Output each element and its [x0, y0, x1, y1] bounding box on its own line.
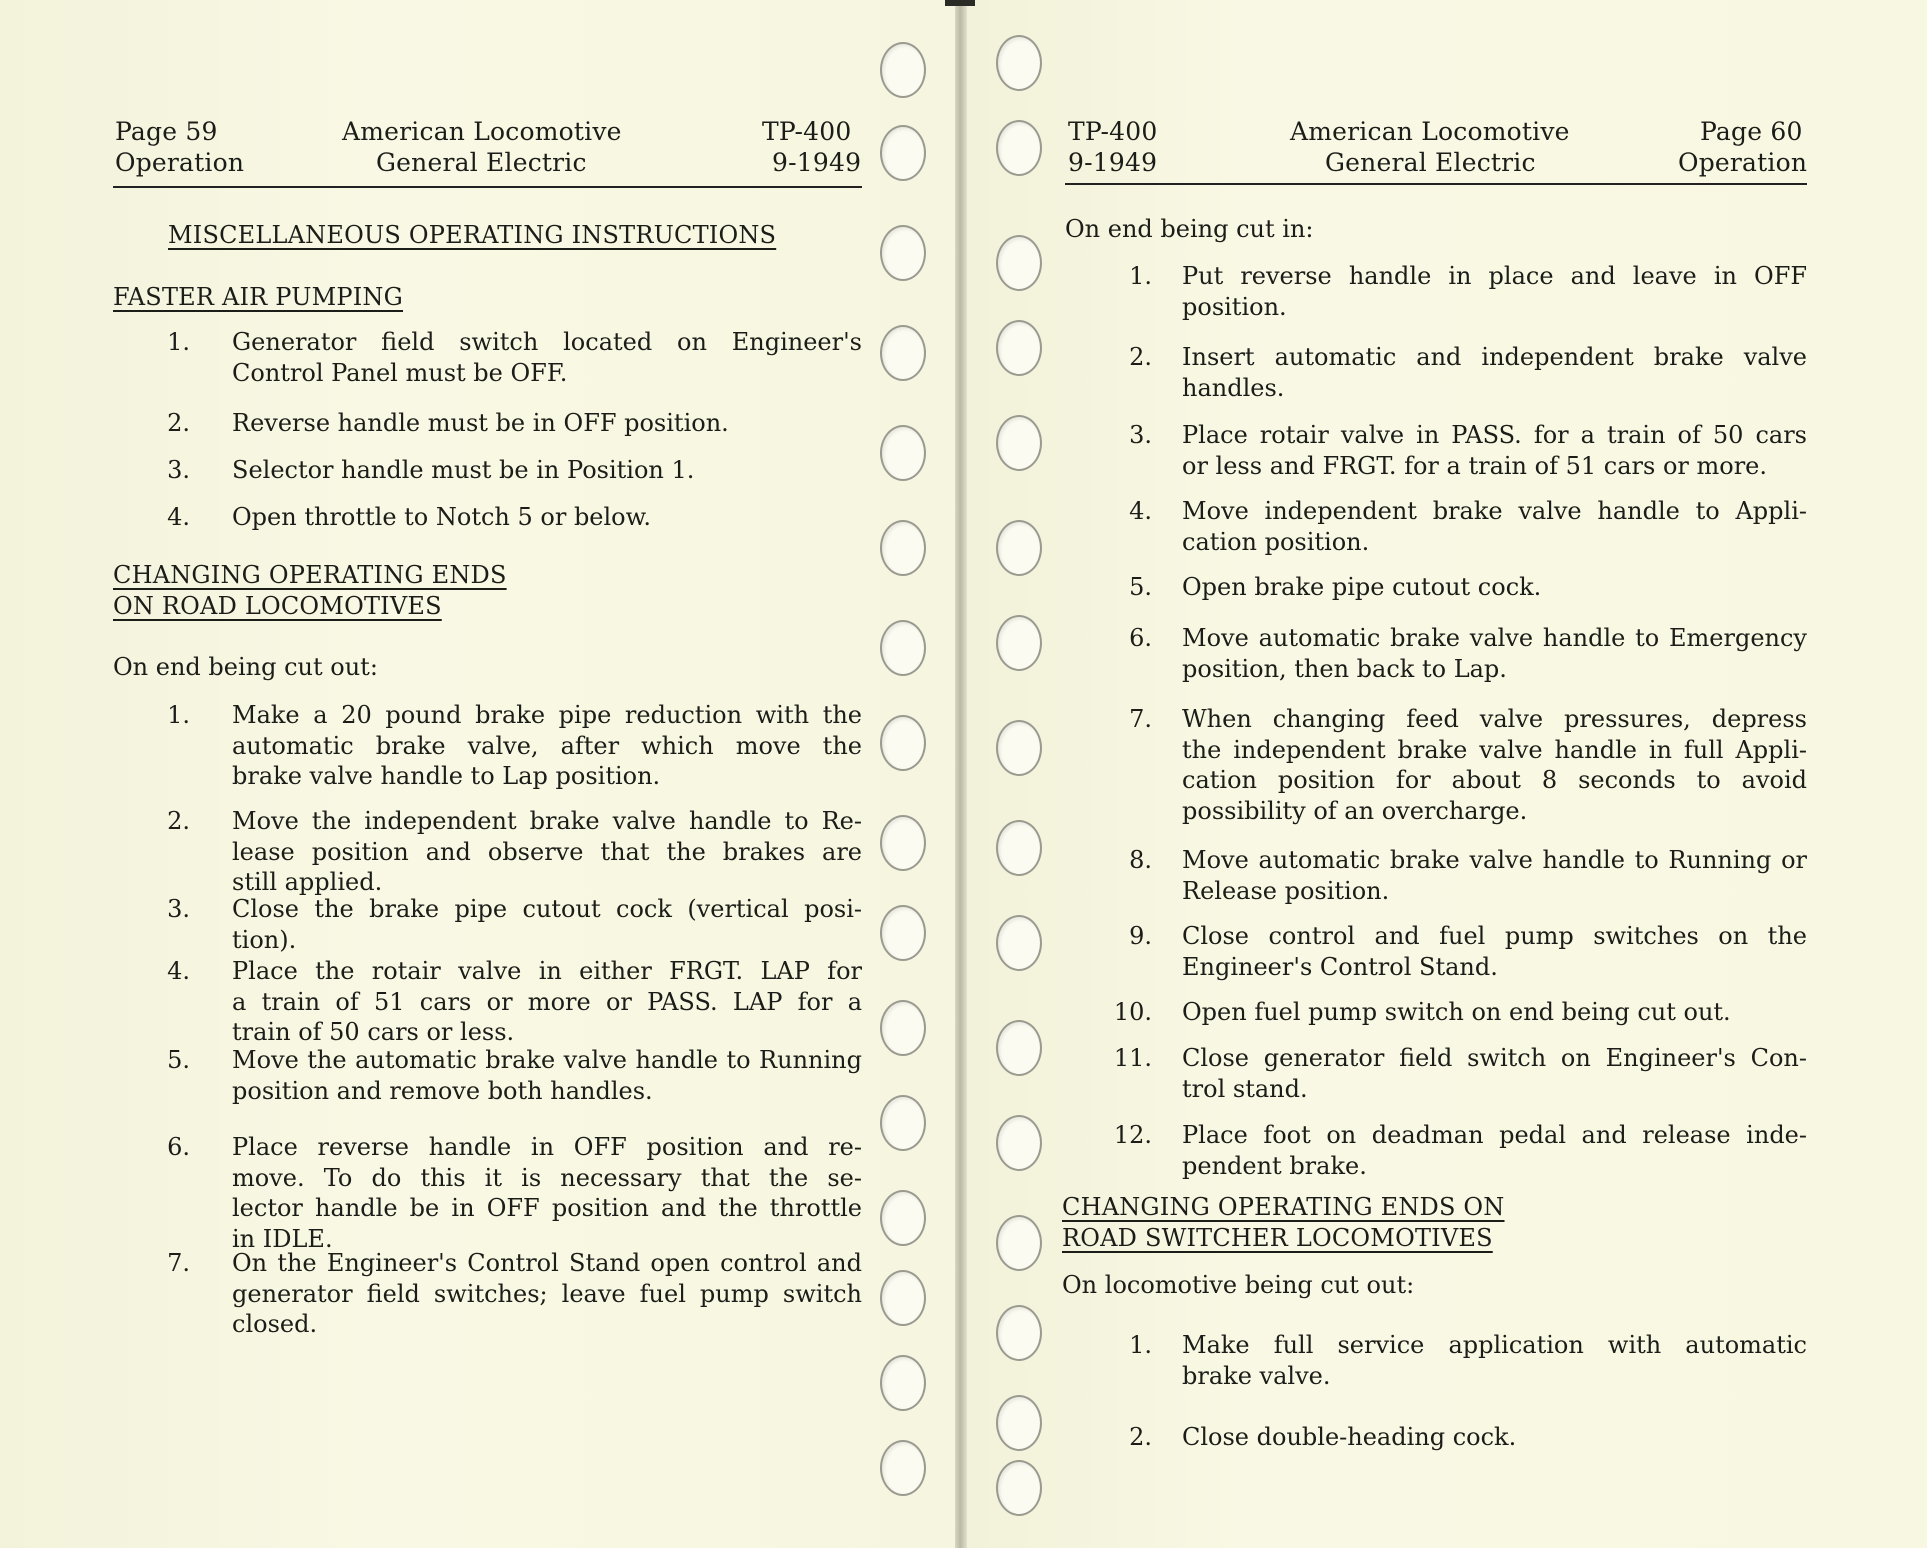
list-item-number: 9. — [1129, 922, 1152, 950]
list-item-text: handles. — [1182, 373, 1285, 402]
list-item-number: 2. — [167, 807, 190, 835]
list-item-text: Move automatic brake valve handle to Emergency — [1182, 624, 1807, 652]
list-item-text: Open brake pipe cutout cock. — [1182, 573, 1542, 601]
binder-hole — [996, 720, 1042, 776]
list-item-text: a train of 51 cars or more or PASS. LAP for a — [232, 987, 862, 1016]
binder-hole — [996, 1020, 1042, 1076]
cut-out-label: On end being cut out: — [113, 653, 378, 681]
binder-hole — [996, 820, 1042, 876]
binder-hole — [996, 35, 1042, 91]
binder-hole — [996, 1395, 1042, 1451]
binder-hole — [996, 235, 1042, 291]
binder-hole — [880, 815, 926, 871]
list-item-number: 4. — [167, 503, 190, 531]
list-item-number: 4. — [167, 957, 190, 985]
list-item-number: 5. — [1129, 573, 1152, 601]
binder-hole — [996, 1305, 1042, 1361]
list-item-text: position. — [1182, 292, 1287, 321]
list-item-number: 3. — [167, 456, 190, 484]
binder-hole — [880, 225, 926, 281]
list-item-text: Put reverse handle in place and leave in OFF — [1182, 262, 1807, 290]
list-item-text: cation position for about 8 seconds to avoid — [1182, 766, 1807, 794]
binder-hole — [996, 615, 1042, 671]
list-item-text: position and remove both handles. — [232, 1076, 653, 1105]
list-item-text: move. To do this it is necessary that the se- — [232, 1163, 862, 1192]
right-company-2: General Electric — [1325, 148, 1536, 177]
list-item-text: Move automatic brake valve handle to Running or — [1182, 846, 1807, 874]
right-doc-number: TP-400 — [1068, 117, 1158, 146]
switcher-heading-1: CHANGING OPERATING ENDS ON — [1062, 1193, 1505, 1221]
binder-hole — [880, 1000, 926, 1056]
binder-hole — [880, 325, 926, 381]
list-item-number: 2. — [167, 409, 190, 437]
list-item-text: lease position and observe that the brakes are — [232, 837, 862, 866]
binder-hole — [880, 42, 926, 98]
list-item-number: 7. — [167, 1249, 190, 1277]
list-item-number: 1. — [167, 701, 190, 729]
list-item-number: 12. — [1113, 1121, 1152, 1149]
changing-ends-heading-2: ON ROAD LOCOMOTIVES — [113, 592, 442, 620]
list-item-text: trol stand. — [1182, 1074, 1308, 1103]
list-item-text: Close generator field switch on Engineer's Con- — [1182, 1044, 1807, 1072]
list-item-text: When changing feed valve pressures, depress — [1182, 705, 1807, 733]
list-item-text: possibility of an overcharge. — [1182, 796, 1528, 825]
list-item-text: Generator field switch located on Engineer's — [232, 328, 862, 356]
binder-hole — [996, 415, 1042, 471]
list-item-text: Place foot on deadman pedal and release inde- — [1182, 1121, 1807, 1149]
list-item-number: 2. — [1129, 1423, 1152, 1451]
left-doc-date: 9-1949 — [772, 148, 862, 177]
list-item-text: the independent brake valve handle in full Appli- — [1182, 735, 1807, 764]
list-item-text: cation position. — [1182, 527, 1370, 556]
binder-hole — [996, 520, 1042, 576]
left-doc-number: TP-400 — [762, 117, 852, 146]
loco-cut-out-label: On locomotive being cut out: — [1062, 1271, 1415, 1299]
binder-hole — [880, 1440, 926, 1496]
cut-in-label: On end being cut in: — [1065, 215, 1314, 243]
top-edge — [945, 0, 975, 6]
right-company-1: American Locomotive — [1290, 117, 1570, 146]
list-item-number: 6. — [1129, 624, 1152, 652]
binder-hole — [880, 425, 926, 481]
binder-hole — [880, 1270, 926, 1326]
list-item-text: Move independent brake valve handle to Appli- — [1182, 497, 1807, 525]
right-section-label: Operation — [1678, 148, 1808, 177]
list-item-number: 3. — [167, 895, 190, 923]
list-item-number: 11. — [1113, 1044, 1152, 1072]
binder-hole — [880, 1190, 926, 1246]
list-item-text: Close the brake pipe cutout cock (vertical posi- — [232, 895, 862, 923]
list-item-number: 3. — [1129, 421, 1152, 449]
list-item-text: in IDLE. — [232, 1224, 333, 1253]
list-item-number: 1. — [1129, 1331, 1152, 1359]
list-item-number: 7. — [1129, 705, 1152, 733]
binder-hole — [996, 915, 1042, 971]
list-item-text: On the Engineer's Control Stand open control and — [232, 1249, 862, 1277]
faster-air-heading: FASTER AIR PUMPING — [113, 283, 404, 311]
changing-ends-heading-1: CHANGING OPERATING ENDS — [113, 561, 507, 589]
left-company-1: American Locomotive — [342, 117, 622, 146]
list-item-text: Release position. — [1182, 876, 1390, 905]
list-item-text: Close control and fuel pump switches on the — [1182, 922, 1807, 950]
binder-hole — [996, 1115, 1042, 1171]
list-item-text: lector handle be in OFF position and the throttle — [232, 1194, 862, 1222]
list-item-text: Selector handle must be in Position 1. — [232, 456, 695, 484]
binder-hole — [996, 1215, 1042, 1271]
binder-hole — [880, 1095, 926, 1151]
binder-hole — [880, 715, 926, 771]
list-item-text: tion). — [232, 925, 297, 954]
binder-hole — [996, 1460, 1042, 1516]
list-item-text: Close double-heading cock. — [1182, 1423, 1517, 1451]
list-item-number: 8. — [1129, 846, 1152, 874]
list-item-text: Insert automatic and independent brake valve — [1182, 343, 1807, 371]
list-item-text: Open throttle to Notch 5 or below. — [232, 503, 651, 531]
binder-hole — [880, 1355, 926, 1411]
list-item-text: Make a 20 pound brake pipe reduction with the — [232, 701, 862, 729]
list-item-number: 1. — [167, 328, 190, 356]
left-section-label: Operation — [115, 148, 245, 177]
list-item-text: Reverse handle must be in OFF position. — [232, 409, 729, 437]
switcher-heading-2: ROAD SWITCHER LOCOMOTIVES — [1062, 1224, 1493, 1252]
list-item-number: 2. — [1129, 343, 1152, 371]
left-company-2: General Electric — [376, 148, 587, 177]
list-item-text: brake valve. — [1182, 1361, 1331, 1390]
list-item-number: 4. — [1129, 497, 1152, 525]
binder-hole — [880, 125, 926, 181]
binder-hole — [880, 905, 926, 961]
list-item-text: Engineer's Control Stand. — [1182, 952, 1498, 981]
list-item-text: position, then back to Lap. — [1182, 654, 1507, 683]
binder-hole — [996, 120, 1042, 176]
page-title: MISCELLANEOUS OPERATING INSTRUCTIONS — [168, 221, 777, 249]
list-item-text: Open fuel pump switch on end being cut out. — [1182, 998, 1731, 1026]
list-item-text: Control Panel must be OFF. — [232, 358, 568, 387]
list-item-text: pendent brake. — [1182, 1151, 1367, 1180]
binder-hole — [880, 620, 926, 676]
list-item-number: 6. — [167, 1133, 190, 1161]
list-item-text: train of 50 cars or less. — [232, 1018, 515, 1046]
list-item-text: Place reverse handle in OFF position and re- — [232, 1133, 862, 1161]
list-item-text: Place rotair valve in PASS. for a train of 50 cars — [1182, 421, 1807, 449]
list-item-text: still applied. — [232, 868, 383, 896]
list-item-text: Make full service application with automatic — [1182, 1331, 1807, 1359]
list-item-text: automatic brake valve, after which move the — [232, 731, 862, 760]
list-item-text: Move the automatic brake valve handle to Running — [232, 1046, 862, 1074]
list-item-text: brake valve handle to Lap position. — [232, 762, 661, 790]
list-item-number: 5. — [167, 1046, 190, 1074]
list-item-text: closed. — [232, 1310, 318, 1338]
left-header-rule — [113, 186, 862, 188]
right-doc-date: 9-1949 — [1068, 148, 1158, 177]
right-page-number: Page 60 — [1700, 117, 1803, 146]
list-item-text: Place the rotair valve in either FRGT. LAP for — [232, 957, 862, 985]
list-item-text: generator field switches; leave fuel pump switch — [232, 1279, 862, 1308]
left-page-number: Page 59 — [115, 117, 218, 146]
list-item-text: or less and FRGT. for a train of 51 cars or more. — [1182, 451, 1767, 480]
list-item-number: 10. — [1113, 998, 1152, 1026]
binding-spine — [955, 0, 967, 1548]
list-item-text: Move the independent brake valve handle to Re- — [232, 807, 862, 835]
right-header-rule — [1065, 183, 1807, 185]
list-item-number: 1. — [1129, 262, 1152, 290]
binder-hole — [996, 320, 1042, 376]
binder-hole — [880, 520, 926, 576]
